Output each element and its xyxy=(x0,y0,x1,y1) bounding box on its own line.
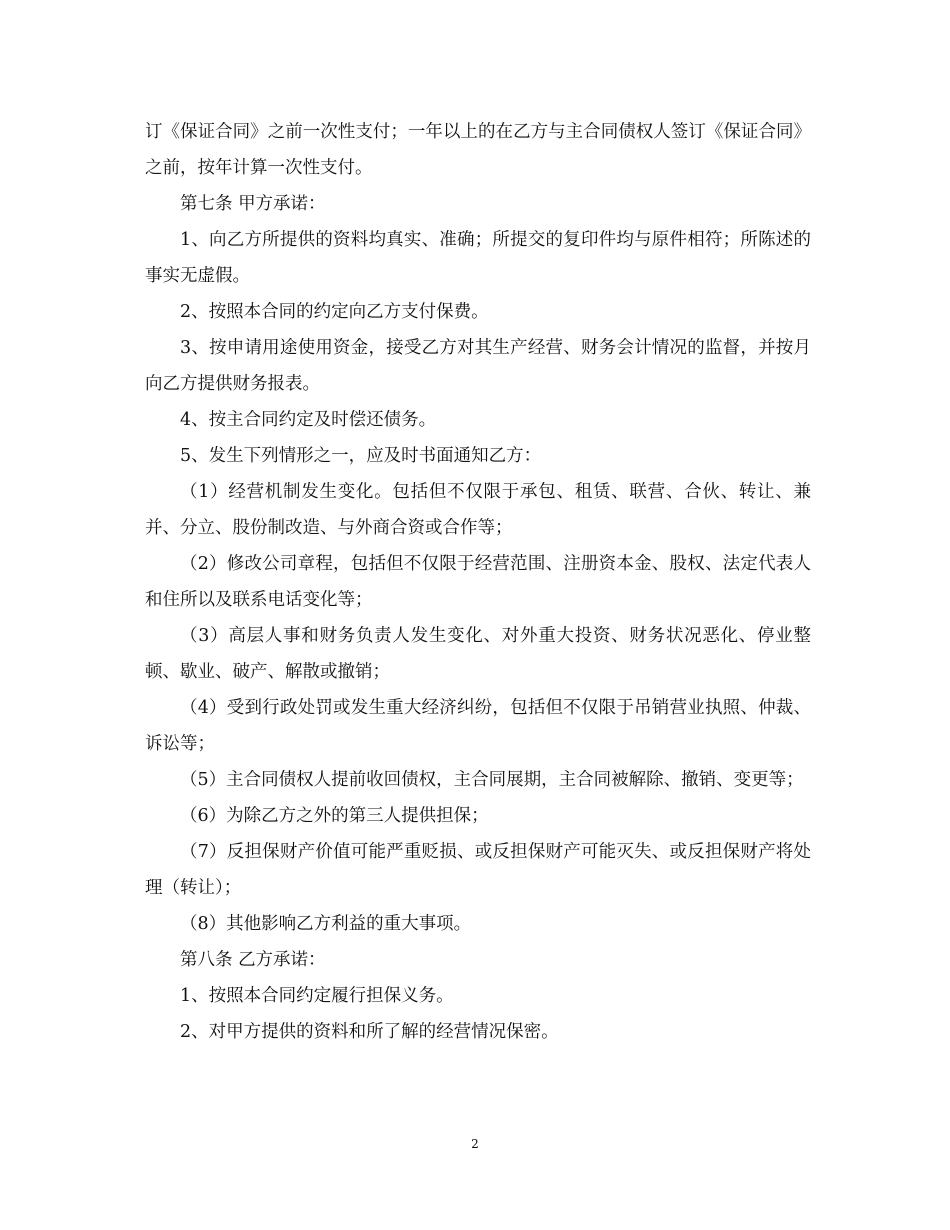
article-7-item-5-sub-3: （3）高层人事和财务负责人发生变化、对外重大投资、财务状况恶化、停业整顿、歇业、破产、解散或撤销； xyxy=(145,626,811,682)
article-7-item-5: 5、发生下列情形之一，应及时书面通知乙方： xyxy=(180,446,542,466)
article-7-item-4: 4、按主合同约定及时偿还债务。 xyxy=(180,410,437,430)
article-7-item-5-sub-2: （2）修改公司章程，包括但不仅限于经营范围、注册资本金、股权、法定代表人和住所以及联系电话变化等； xyxy=(145,554,811,610)
article-7-item-2: 2、按照本合同的约定向乙方支付保费。 xyxy=(180,302,489,322)
paragraph-continuation: 订《保证合同》之前一次性支付；一年以上的在乙方与主合同债权人签订《保证合同》之前，按年计算一次性支付。 xyxy=(145,122,811,178)
page-number: 2 xyxy=(471,1137,479,1151)
article-7-item-3: 3、按申请用途使用资金，接受乙方对其生产经营、财务会计情况的监督，并按月向乙方提供财务报表。 xyxy=(145,338,811,394)
article-7-item-5-sub-1: （1）经营机制发生变化。包括但不仅限于承包、租赁、联营、合伙、转让、兼并、分立、股份制改造、与外商合资或合作等； xyxy=(145,482,811,538)
article-7-heading: 第七条 甲方承诺： xyxy=(180,194,326,214)
article-7-item-5-sub-4: （4）受到行政处罚或发生重大经济纠纷，包括但不仅限于吊销营业执照、仲裁、诉讼等； xyxy=(145,698,811,754)
article-8-item-1: 1、按照本合同约定履行担保义务。 xyxy=(180,986,454,1006)
article-8-heading: 第八条 乙方承诺： xyxy=(180,950,326,970)
article-7-item-1: 1、向乙方所提供的资料均真实、准确；所提交的复印件均与原件相符；所陈述的事实无虚假。 xyxy=(145,230,811,286)
article-8-item-2: 2、对甲方提供的资料和所了解的经营情况保密。 xyxy=(180,1022,559,1042)
article-7-item-5-sub-8: （8）其他影响乙方利益的重大事项。 xyxy=(180,914,472,934)
article-7-item-5-sub-5: （5）主合同债权人提前收回债权，主合同展期，主合同被解除、撤销、变更等； xyxy=(180,770,804,790)
article-7-item-5-sub-6: （6）为除乙方之外的第三人提供担保； xyxy=(180,806,489,826)
article-7-item-5-sub-7: （7）反担保财产价值可能严重贬损、或反担保财产可能灭失、或反担保财产将处理（转让）； xyxy=(145,842,811,898)
document-body xyxy=(145,114,811,1050)
